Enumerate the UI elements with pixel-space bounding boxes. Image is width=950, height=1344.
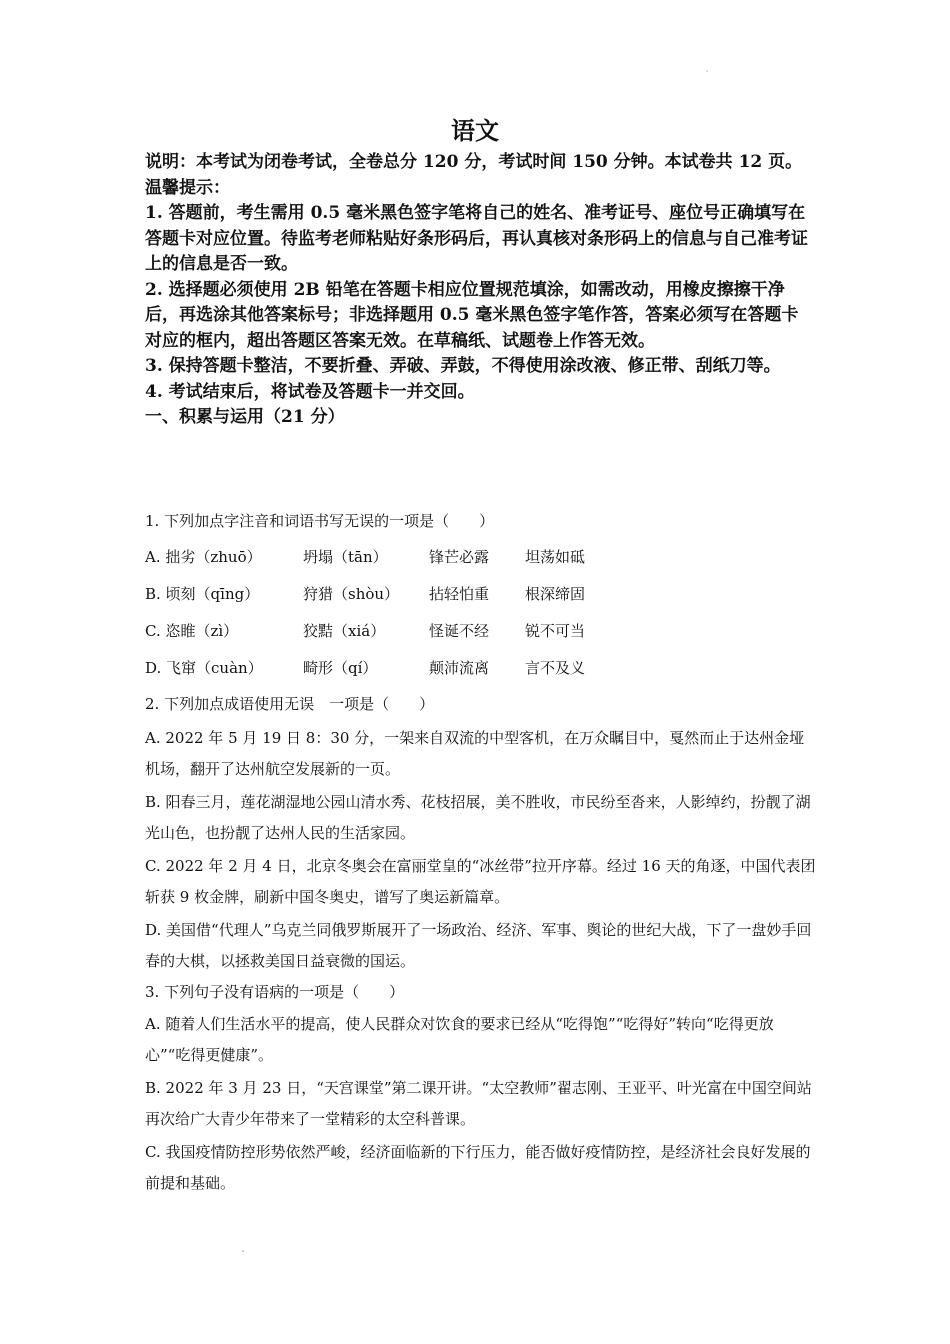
option-c: C. 我国疫情防控形势依然严峻，经济面临新的下行压力，能否做好疫情防控，是经济社会良好发展的前提和基础。	[145, 1143, 811, 1192]
option-c-word-3: 怪诞不经	[429, 622, 490, 640]
question-stem: 1. 下列加点字注音和词语书写无误的一项是（ ）	[145, 512, 495, 530]
question-3	[145, 981, 817, 1199]
instructions-block	[145, 150, 810, 431]
tip-item: 1. 答题前，考生需用 0.5 毫米黑色签字笔将自己的姓名、准考证号、座位号正确填写在答题卡对应位置。待监考老师粘贴好条形码后，再认真核对条形码上的信息与自己准考证上的信息是否一致。	[145, 203, 808, 274]
question-stem: 2. 下列加点成语使用无误 一项是（ ）	[145, 695, 435, 713]
option-d: D. 美国借“代理人”乌克兰同俄罗斯展开了一场政治、经济、军事、舆论的世纪大战，下了一盘妙手回春的大棋，以拯救美国日益衰微的国运。	[145, 921, 812, 970]
option-b-word-3: 拈轻怕重	[429, 585, 490, 603]
option-b-word-4: 根深缔固	[525, 585, 586, 603]
option-b-word-1: B. 顷刻（qīng）	[145, 585, 260, 603]
tip-item: 4. 考试结束后，将试卷及答题卡一并交回。	[145, 381, 475, 402]
option-d-word-4: 言不及义	[525, 659, 586, 677]
option-d-word-3: 颠沛流离	[429, 659, 490, 677]
option-d-word-1: D. 飞窜（cuàn）	[145, 659, 263, 677]
scan-dot	[242, 1250, 244, 1252]
tip-item: 2. 选择题必须使用 2B 铅笔在答题卡相应位置规范填涂，如需改动，用橡皮擦擦干净后，再选涂其他答案标号；非选择题用 0.5 毫米黑色签字笔作答，答案必须写在答题卡对应的框内，超出答题区答案无效。在草稿纸、试题卷上作答无效。	[145, 279, 799, 351]
option-a-word-3: 锋芒必露	[429, 548, 490, 566]
option-b-word-2: 狩猎（shòu）	[303, 585, 400, 603]
option-a: A. 2022 年 5 月 19 日 8：30 分，一架来自双流的中型客机，在万众瞩目中，戛然而止于达州金垭机场，翻开了达州航空发展新的一页。	[145, 729, 805, 778]
option-c-word-1: C. 恣睢（zì）	[145, 622, 239, 640]
question-stem: 3. 下列句子没有语病的一项是（ ）	[145, 983, 405, 1001]
option-a-word-4: 坦荡如砥	[525, 548, 586, 566]
option-c: C. 2022 年 2 月 4 日，北京冬奥会在富丽堂皇的“冰丝带”拉开序幕。经过 16 天的角逐，中国代表团斩获 9 枚金牌，刷新中国冬奥史，谱写了奥运新篇章。	[145, 857, 816, 906]
option-list	[145, 723, 817, 977]
scan-dot	[706, 70, 708, 72]
page-title: 语文	[451, 116, 499, 145]
option-grid	[145, 539, 817, 687]
question-2	[145, 693, 817, 977]
option-c-word-2: 狡黠（xiá）	[303, 622, 386, 640]
questions-area	[145, 510, 817, 1201]
section-heading: 一、积累与运用（21 分）	[145, 407, 345, 427]
option-b: B. 阳春三月，莲花湖湿地公园山清水秀、花枝招展，美不胜收，市民纷至沓来，人影绰约，扮靓了湖光山色，也扮靓了达州人民的生活家园。	[145, 793, 811, 842]
exam-note: 说明：本考试为闭卷考试，全卷总分 120 分，考试时间 150 分钟。本试卷共 12 页。	[145, 152, 803, 172]
option-d-word-2: 畸形（qí）	[303, 659, 378, 677]
option-list	[145, 1009, 817, 1199]
option-a-word-2: 坍塌（tān）	[303, 548, 388, 566]
option-b: B. 2022 年 3 月 23 日，“天宫课堂”第二课开讲。“太空教师”翟志刚、王亚平、叶光富在中国空间站再次给广大青少年带来了一堂精彩的太空科普课。	[145, 1079, 812, 1128]
tips-heading: 温馨提示：	[145, 177, 230, 198]
option-c-word-4: 锐不可当	[525, 622, 586, 640]
tip-item: 3. 保持答题卡整洁，不要折叠、弄破、弄鼓，不得使用涂改液、修正带、刮纸刀等。	[145, 356, 781, 376]
question-1	[145, 510, 817, 687]
option-a: A. 随着人们生活水平的提高，使人民群众对饮食的要求已经从“吃得饱”“吃得好”转向“吃得更放心”“吃得更健康”。	[145, 1015, 774, 1064]
option-a-word-1: A. 拙劣（zhuō）	[145, 548, 262, 566]
